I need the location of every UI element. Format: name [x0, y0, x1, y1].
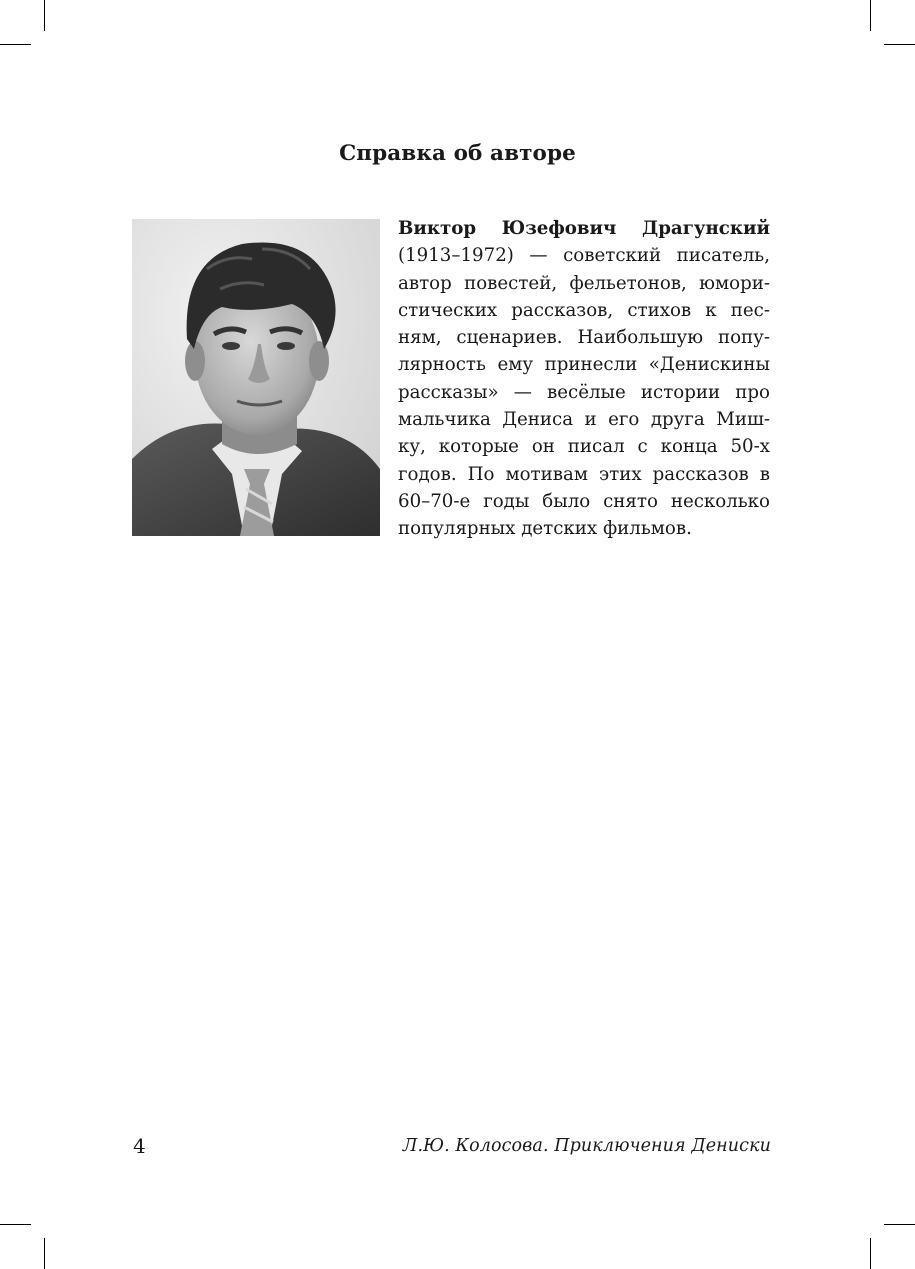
bio-line: рассказы» — весёлые истории про [398, 381, 770, 403]
bio-line: мальчика Дениса и его друга Миш- [398, 409, 770, 431]
crop-mark [44, 0, 45, 31]
bio-line: лярность ему принесли «Денискины [398, 354, 770, 376]
crop-mark [870, 1238, 871, 1269]
crop-mark [0, 1224, 31, 1225]
crop-mark [0, 44, 31, 45]
crop-mark [884, 1224, 915, 1225]
bio-line: (1913–1972) — советский писатель, [398, 245, 770, 267]
author-name: Виктор Юзефович Драгунский [398, 218, 770, 239]
bio-line: ку, которые он писал с конца 50-х [398, 436, 770, 458]
bio-line: автор повестей, фельетонов, юмори- [398, 272, 770, 294]
bio-line: годов. По мотивам этих рассказов в [398, 463, 770, 485]
bio-line: стических рассказов, стихов к пес- [398, 299, 770, 321]
bio-line: ням, сценариев. Наибольшую попу- [398, 327, 770, 349]
author-portrait [132, 219, 380, 536]
crop-mark [870, 0, 871, 31]
crop-mark [44, 1238, 45, 1269]
bio-line [398, 215, 770, 242]
author-bio [398, 215, 770, 543]
page-title: Справка об авторе [339, 141, 576, 166]
portrait-photo-icon [132, 219, 380, 536]
crop-mark [884, 44, 915, 45]
page-number: 4 [133, 1134, 146, 1158]
bio-line: популярных детских фильмов. [398, 518, 692, 540]
bio-line: 60–70-е годы было снято несколько [398, 490, 770, 512]
running-title: Л.Ю. Колосова. Приключения Дениски [402, 1136, 771, 1156]
